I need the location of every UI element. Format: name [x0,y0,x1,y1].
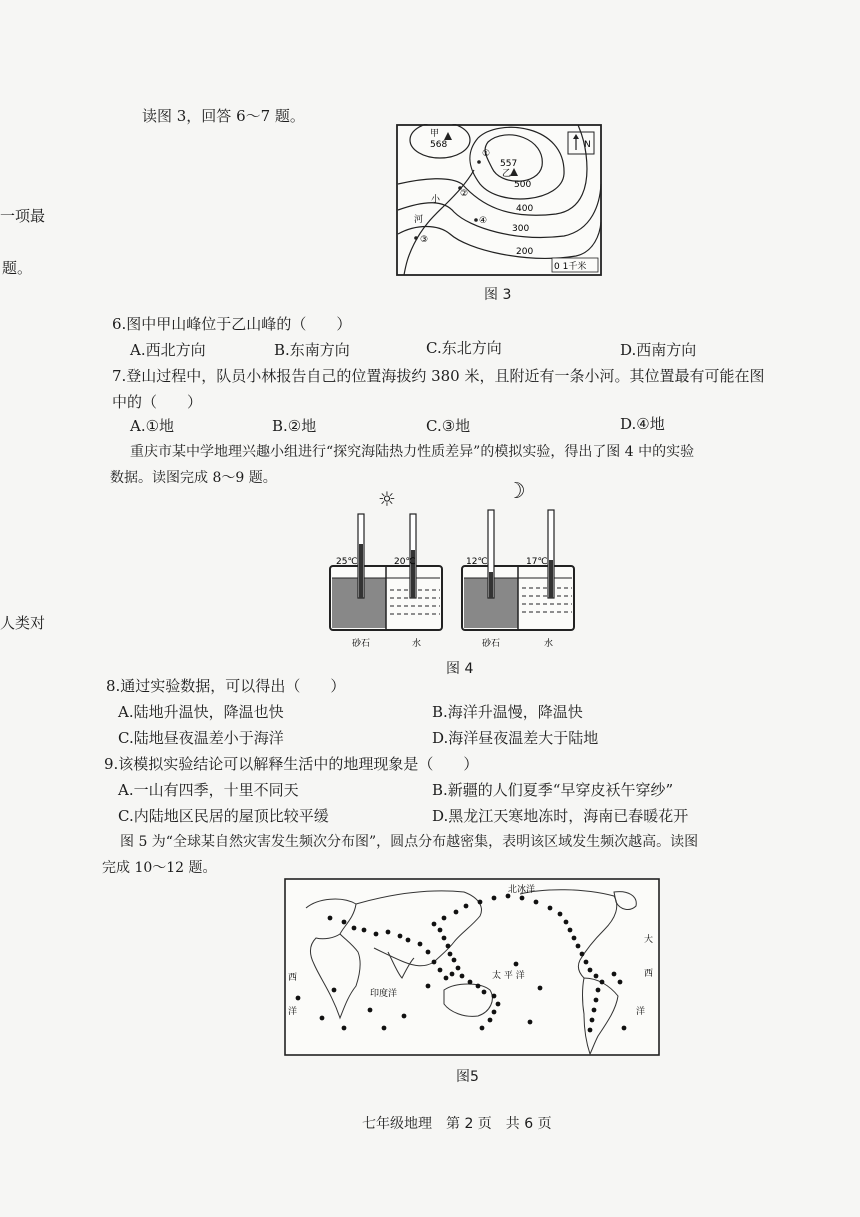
question-8-stem: 8.通过实验数据，可以得出（ ） [106,677,346,695]
margin-fragment: 一项最 [0,207,46,225]
figure-5-caption: 图5 [456,1069,479,1085]
night-water-temp: 17℃ [526,557,548,567]
q8-option-a: A.陆地升温快，降温也快 [118,703,284,721]
pacific-ocean-label: 太 平 洋 [492,971,525,981]
margin-fragment: 人类对 [0,614,46,632]
fig5-intro: 图 5 为“全球某自然灾害发生频次分布图”，圆点分布越密集，表明该区域发生频次越高。读图 [120,834,699,850]
atlantic-label: 西 [644,969,654,979]
q7-option-c: C.③地 [426,417,471,435]
q8-option-c: C.陆地昼夜温差小于海洋 [118,729,284,747]
night-sand-temp: 12℃ [466,557,488,567]
atlantic-label: 西 [288,973,298,983]
fig4-intro-cont: 数据。读图完成 8～9 题。 [110,470,277,486]
scale-label: 0 1千米 [554,262,587,272]
sun-icon: ☼ [378,487,396,511]
question-9-stem: 9.该模拟实验结论可以解释生活中的地理现象是（ ） [104,755,479,773]
day-water-temp: 20℃ [394,557,416,567]
q6-option-c: C.东北方向 [426,339,502,357]
indian-ocean-label: 印度洋 [370,989,398,999]
sand-label: 砂石 [482,639,501,649]
fig5-intro-cont: 完成 10～12 题。 [102,860,217,876]
peak-a-label: 甲 [430,129,440,139]
figure-4-experiment [326,480,616,652]
contour-label: 400 [516,204,534,214]
figure-3-contour-map [396,124,602,276]
moon-icon: ☽ [506,480,526,504]
arctic-ocean-label: 北冰洋 [508,885,536,895]
question-6-stem: 6.图中甲山峰位于乙山峰的（ ） [112,315,352,333]
north-label: N [584,140,591,150]
river-label: 河 [414,215,424,225]
q7-option-d: D.④地 [620,415,665,433]
q6-option-b: B.东南方向 [274,341,350,359]
q6-option-a: A.西北方向 [130,341,206,359]
point-label: ② [460,189,469,199]
q8-option-d: D.海洋昼夜温差大于陆地 [432,729,599,747]
day-sand-temp: 25℃ [336,557,358,567]
river-label: 小 [431,195,441,205]
q9-option-b: B.新疆的人们夏季“早穿皮袄午穿纱” [432,781,674,799]
water-label: 水 [412,639,422,649]
peak-a-elevation: 568 [430,140,448,150]
q7-option-b: B.②地 [272,417,317,435]
margin-fragment: 题。 [2,259,33,277]
atlantic-label: 大 [644,935,654,945]
fig4-intro: 重庆市某中学地理兴趣小组进行“探究海陆热力性质差异”的模拟实验，得出了图 4 中的实验 [130,444,695,460]
point-label: ③ [420,235,429,245]
contour-label: 200 [516,247,534,257]
q7-option-a: A.①地 [130,417,175,435]
q9-option-a: A.一山有四季，十里不同天 [118,781,299,799]
q8-option-b: B.海洋升温慢，降温快 [432,703,583,721]
q6-option-d: D.西南方向 [620,341,697,359]
figure-4-caption: 图 4 [446,661,474,677]
question-7-stem-cont: 中的（ ） [112,393,203,411]
peak-b-label: 乙 [502,169,512,179]
q9-option-c: C.内陆地区民居的屋顶比较平缓 [118,807,329,825]
q9-option-d: D.黑龙江天寒地冻时，海南已春暖花开 [432,807,689,825]
fig3-intro: 读图 3，回答 6～7 题。 [142,107,305,125]
question-7-stem: 7.登山过程中，队员小林报告自己的位置海拔约 380 米，且附近有一条小河。其位置最有可能在图 [112,367,765,385]
contour-label: 500 [514,180,532,190]
atlantic-label: 洋 [636,1007,646,1017]
point-label: ④ [479,216,488,226]
point-label: ① [482,149,491,159]
peak-b-elevation: 557 [500,159,518,169]
sand-label: 砂石 [352,639,371,649]
contour-label: 300 [512,224,530,234]
water-label: 水 [544,639,554,649]
figure-3-caption: 图 3 [484,287,512,303]
figure-5-world-map [284,878,660,1056]
page-footer: 七年级地理 第 2 页 共 6 页 [362,1116,552,1132]
atlantic-label: 洋 [288,1007,298,1017]
